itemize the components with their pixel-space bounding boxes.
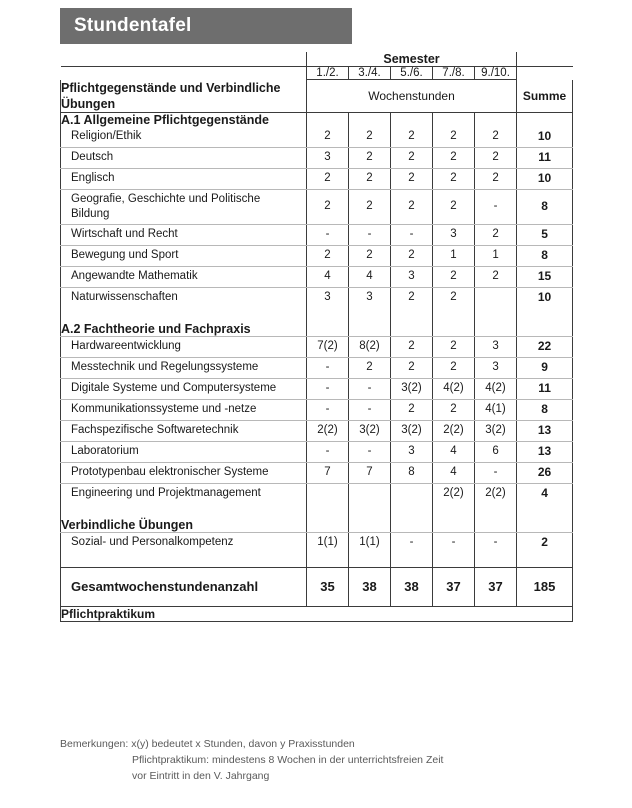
section-a1-cell-4 bbox=[433, 112, 475, 127]
table-row bbox=[61, 287, 573, 308]
footer-cell-4 bbox=[433, 606, 475, 621]
section-vu-cell-3 bbox=[391, 518, 433, 533]
row-value-5: 2(2) bbox=[475, 483, 517, 504]
row-value-5: 3 bbox=[475, 336, 517, 357]
row-label: Kommunikationssysteme und -netze bbox=[61, 399, 307, 420]
page-title-bar bbox=[60, 8, 352, 44]
row-value-5: 3(2) bbox=[475, 420, 517, 441]
row-value-2: 4 bbox=[349, 266, 391, 287]
row-value-2: - bbox=[349, 378, 391, 399]
section-spacer-row bbox=[61, 308, 573, 322]
row-sum: 10 bbox=[517, 168, 573, 189]
row-label: Sozial- und Personalkompetenz bbox=[61, 532, 307, 553]
row-label: Geografie, Geschichte und Politische Bildung bbox=[61, 189, 307, 224]
row-value-4: 2(2) bbox=[433, 420, 475, 441]
row-value-1: - bbox=[307, 399, 349, 420]
row-label: Religion/Ethik bbox=[61, 127, 307, 148]
header-sem-5: 9./10. bbox=[475, 67, 517, 80]
footer-row bbox=[61, 606, 573, 621]
row-label: Prototypenbau elektronischer Systeme bbox=[61, 462, 307, 483]
row-value-4: 4(2) bbox=[433, 378, 475, 399]
table-row bbox=[61, 399, 573, 420]
footer-cell-1 bbox=[307, 606, 349, 621]
section-title-row bbox=[61, 518, 573, 533]
row-value-3: 2 bbox=[391, 336, 433, 357]
row-value-5 bbox=[475, 287, 517, 308]
row-value-2: 7 bbox=[349, 462, 391, 483]
row-sum: 13 bbox=[517, 441, 573, 462]
section-title-row bbox=[61, 112, 573, 127]
remarks-text-1: x(y) bedeutet x Stunden, davon y Praxisstunden bbox=[131, 738, 355, 750]
footer-cell-sum bbox=[517, 606, 573, 621]
header-sem-2: 3./4. bbox=[349, 67, 391, 80]
spacer-2 bbox=[349, 308, 391, 322]
row-value-1: 2 bbox=[307, 127, 349, 148]
row-value-3: 2 bbox=[391, 245, 433, 266]
spacer-sum bbox=[517, 308, 573, 322]
row-value-2: 3 bbox=[349, 287, 391, 308]
row-value-4: 4 bbox=[433, 441, 475, 462]
remarks-block bbox=[60, 736, 580, 784]
row-sum: 9 bbox=[517, 357, 573, 378]
row-value-5: - bbox=[475, 462, 517, 483]
remarks-line-1 bbox=[60, 736, 580, 752]
spacer-3 bbox=[391, 553, 433, 568]
header-sem-4: 7./8. bbox=[433, 67, 475, 80]
row-sum: 22 bbox=[517, 336, 573, 357]
total-value-2: 38 bbox=[349, 567, 391, 606]
row-value-2: - bbox=[349, 399, 391, 420]
table-row bbox=[61, 336, 573, 357]
section-vu-cell-2 bbox=[349, 518, 391, 533]
spacer-4 bbox=[433, 504, 475, 518]
table-row bbox=[61, 378, 573, 399]
row-value-5: 2 bbox=[475, 168, 517, 189]
row-sum: 8 bbox=[517, 245, 573, 266]
row-value-2: 2 bbox=[349, 168, 391, 189]
total-value-4: 37 bbox=[433, 567, 475, 606]
spacer-3 bbox=[391, 504, 433, 518]
row-value-4: 2 bbox=[433, 127, 475, 148]
spacer-2 bbox=[349, 553, 391, 568]
row-value-1 bbox=[307, 483, 349, 504]
row-value-2: 2 bbox=[349, 147, 391, 168]
row-value-5: 4(1) bbox=[475, 399, 517, 420]
row-value-1: 3 bbox=[307, 287, 349, 308]
row-value-2: 2 bbox=[349, 189, 391, 224]
row-value-3: 2 bbox=[391, 168, 433, 189]
row-value-4: 2 bbox=[433, 399, 475, 420]
row-sum: 8 bbox=[517, 189, 573, 224]
section-a2-cell-4 bbox=[433, 322, 475, 337]
row-value-2: 8(2) bbox=[349, 336, 391, 357]
row-value-2: 1(1) bbox=[349, 532, 391, 553]
section-vu-cell-4 bbox=[433, 518, 475, 533]
header-subjects: Pflichtgegenstände und Verbindliche Übungen bbox=[61, 80, 307, 113]
table-row bbox=[61, 441, 573, 462]
row-label: Digitale Systeme und Computersysteme bbox=[61, 378, 307, 399]
row-label: Messtechnik und Regelungssysteme bbox=[61, 357, 307, 378]
row-value-3: 3 bbox=[391, 441, 433, 462]
stundentafel-table-wrap bbox=[60, 52, 572, 622]
section-vu-cell-sum bbox=[517, 518, 573, 533]
row-value-5: 1 bbox=[475, 245, 517, 266]
row-value-3: 2 bbox=[391, 127, 433, 148]
row-value-3: 3(2) bbox=[391, 378, 433, 399]
row-value-2: 3(2) bbox=[349, 420, 391, 441]
row-value-3: 8 bbox=[391, 462, 433, 483]
header-spacer-right bbox=[517, 52, 573, 67]
row-value-2: - bbox=[349, 224, 391, 245]
row-value-5: - bbox=[475, 189, 517, 224]
row-label: Deutsch bbox=[61, 147, 307, 168]
row-value-1: - bbox=[307, 357, 349, 378]
row-value-4: 2 bbox=[433, 168, 475, 189]
row-value-4: 2 bbox=[433, 287, 475, 308]
row-value-4: - bbox=[433, 532, 475, 553]
row-value-1: 2 bbox=[307, 168, 349, 189]
table-header-semester-numbers bbox=[61, 67, 573, 80]
row-label: Engineering und Projektmanagement bbox=[61, 483, 307, 504]
table-row bbox=[61, 462, 573, 483]
header-sem-3: 5./6. bbox=[391, 67, 433, 80]
row-value-1: 2 bbox=[307, 245, 349, 266]
remarks-prefix: Bemerkungen: bbox=[60, 738, 129, 750]
footer-cell-2 bbox=[349, 606, 391, 621]
row-sum: 11 bbox=[517, 147, 573, 168]
spacer-5 bbox=[475, 308, 517, 322]
row-label: Naturwissenschaften bbox=[61, 287, 307, 308]
row-value-2: - bbox=[349, 441, 391, 462]
row-value-3: - bbox=[391, 224, 433, 245]
remarks-line-3: vor Eintritt in den V. Jahrgang bbox=[132, 770, 270, 782]
table-row bbox=[61, 483, 573, 504]
row-sum: 11 bbox=[517, 378, 573, 399]
row-value-5: - bbox=[475, 532, 517, 553]
row-value-4: 2 bbox=[433, 147, 475, 168]
row-value-3: 2 bbox=[391, 189, 433, 224]
row-value-5: 2 bbox=[475, 266, 517, 287]
row-sum: 4 bbox=[517, 483, 573, 504]
section-vu-cell-5 bbox=[475, 518, 517, 533]
section-title-a2: A.2 Fachtheorie und Fachpraxis bbox=[61, 322, 307, 337]
section-spacer-row bbox=[61, 504, 573, 518]
section-a1-cell-sum bbox=[517, 112, 573, 127]
footer-label-pflichtpraktikum: Pflichtpraktikum bbox=[61, 606, 307, 621]
row-label: Fachspezifische Softwaretechnik bbox=[61, 420, 307, 441]
table-row bbox=[61, 127, 573, 148]
row-sum: 5 bbox=[517, 224, 573, 245]
row-value-2: 2 bbox=[349, 127, 391, 148]
table-row bbox=[61, 168, 573, 189]
spacer-1 bbox=[307, 308, 349, 322]
row-sum: 10 bbox=[517, 127, 573, 148]
row-value-3: 2 bbox=[391, 399, 433, 420]
spacer-sum bbox=[517, 504, 573, 518]
table-row bbox=[61, 147, 573, 168]
row-value-3: 2 bbox=[391, 287, 433, 308]
section-a1-cell-2 bbox=[349, 112, 391, 127]
section-title-verbindliche: Verbindliche Übungen bbox=[61, 518, 307, 533]
total-row bbox=[61, 567, 573, 606]
row-sum: 2 bbox=[517, 532, 573, 553]
page-title: Stundentafel bbox=[74, 15, 192, 36]
row-value-5: 2 bbox=[475, 127, 517, 148]
row-sum: 10 bbox=[517, 287, 573, 308]
table-row bbox=[61, 532, 573, 553]
row-value-5: 3 bbox=[475, 357, 517, 378]
total-value-1: 35 bbox=[307, 567, 349, 606]
header-spacer-right-2 bbox=[517, 67, 573, 80]
row-value-5: 6 bbox=[475, 441, 517, 462]
row-value-1: - bbox=[307, 378, 349, 399]
row-value-4: 2 bbox=[433, 357, 475, 378]
spacer-sum bbox=[517, 553, 573, 568]
table-row bbox=[61, 357, 573, 378]
section-a1-cell-3 bbox=[391, 112, 433, 127]
row-sum: 15 bbox=[517, 266, 573, 287]
row-label: Englisch bbox=[61, 168, 307, 189]
spacer-5 bbox=[475, 504, 517, 518]
spacer-1 bbox=[307, 553, 349, 568]
total-label: Gesamtwochenstundenanzahl bbox=[61, 567, 307, 606]
row-value-1: 1(1) bbox=[307, 532, 349, 553]
section-a2-cell-5 bbox=[475, 322, 517, 337]
row-value-4: 2(2) bbox=[433, 483, 475, 504]
row-value-3: 3(2) bbox=[391, 420, 433, 441]
row-value-1: - bbox=[307, 441, 349, 462]
row-value-4: 2 bbox=[433, 336, 475, 357]
row-label: Laboratorium bbox=[61, 441, 307, 462]
header-spacer-left-2 bbox=[61, 67, 307, 80]
table-row bbox=[61, 266, 573, 287]
footer-cell-5 bbox=[475, 606, 517, 621]
row-value-5: 2 bbox=[475, 147, 517, 168]
stundentafel-table bbox=[60, 52, 573, 622]
row-value-4: 4 bbox=[433, 462, 475, 483]
total-sum: 185 bbox=[517, 567, 573, 606]
row-label: Wirtschaft und Recht bbox=[61, 224, 307, 245]
row-value-1: 2 bbox=[307, 189, 349, 224]
row-value-4: 2 bbox=[433, 266, 475, 287]
spacer-3 bbox=[391, 308, 433, 322]
row-sum: 26 bbox=[517, 462, 573, 483]
table-header-semester-row bbox=[61, 52, 573, 67]
row-value-4: 2 bbox=[433, 189, 475, 224]
row-value-1: 7 bbox=[307, 462, 349, 483]
total-value-5: 37 bbox=[475, 567, 517, 606]
table-row bbox=[61, 420, 573, 441]
row-value-1: 2(2) bbox=[307, 420, 349, 441]
row-value-5: 4(2) bbox=[475, 378, 517, 399]
remarks-line-2: Pflichtpraktikum: mindestens 8 Wochen in der unterrichtsfreien Zeit bbox=[132, 754, 444, 766]
header-weekly-hours: Wochenstunden bbox=[307, 80, 517, 113]
section-title-a1: A.1 Allgemeine Pflichtgegenstände bbox=[61, 112, 307, 127]
row-value-3: - bbox=[391, 532, 433, 553]
section-spacer-row bbox=[61, 553, 573, 568]
row-value-5: 2 bbox=[475, 224, 517, 245]
row-value-4: 3 bbox=[433, 224, 475, 245]
spacer-label bbox=[61, 308, 307, 322]
spacer-4 bbox=[433, 553, 475, 568]
row-label: Bewegung und Sport bbox=[61, 245, 307, 266]
header-spacer-left bbox=[61, 52, 307, 67]
row-value-3: 2 bbox=[391, 357, 433, 378]
row-label: Angewandte Mathematik bbox=[61, 266, 307, 287]
spacer-4 bbox=[433, 308, 475, 322]
section-a2-cell-1 bbox=[307, 322, 349, 337]
table-header-main bbox=[61, 80, 573, 113]
section-a2-cell-3 bbox=[391, 322, 433, 337]
row-value-1: 3 bbox=[307, 147, 349, 168]
section-a1-cell-1 bbox=[307, 112, 349, 127]
row-value-2 bbox=[349, 483, 391, 504]
row-value-1: - bbox=[307, 224, 349, 245]
table-row bbox=[61, 189, 573, 224]
header-sum: Summe bbox=[517, 80, 573, 113]
row-label: Hardwareentwicklung bbox=[61, 336, 307, 357]
row-sum: 8 bbox=[517, 399, 573, 420]
header-semester: Semester bbox=[307, 52, 517, 67]
section-a1-cell-5 bbox=[475, 112, 517, 127]
section-a2-cell-2 bbox=[349, 322, 391, 337]
spacer-label bbox=[61, 553, 307, 568]
spacer-label bbox=[61, 504, 307, 518]
row-value-1: 7(2) bbox=[307, 336, 349, 357]
header-sem-1: 1./2. bbox=[307, 67, 349, 80]
row-value-2: 2 bbox=[349, 245, 391, 266]
row-value-3: 3 bbox=[391, 266, 433, 287]
row-value-3: 2 bbox=[391, 147, 433, 168]
footer-cell-3 bbox=[391, 606, 433, 621]
row-value-3 bbox=[391, 483, 433, 504]
total-value-3: 38 bbox=[391, 567, 433, 606]
section-a2-cell-sum bbox=[517, 322, 573, 337]
spacer-5 bbox=[475, 553, 517, 568]
section-title-row bbox=[61, 322, 573, 337]
table-row bbox=[61, 224, 573, 245]
row-sum: 13 bbox=[517, 420, 573, 441]
row-value-4: 1 bbox=[433, 245, 475, 266]
row-value-1: 4 bbox=[307, 266, 349, 287]
section-vu-cell-1 bbox=[307, 518, 349, 533]
spacer-2 bbox=[349, 504, 391, 518]
row-value-2: 2 bbox=[349, 357, 391, 378]
table-row bbox=[61, 245, 573, 266]
spacer-1 bbox=[307, 504, 349, 518]
